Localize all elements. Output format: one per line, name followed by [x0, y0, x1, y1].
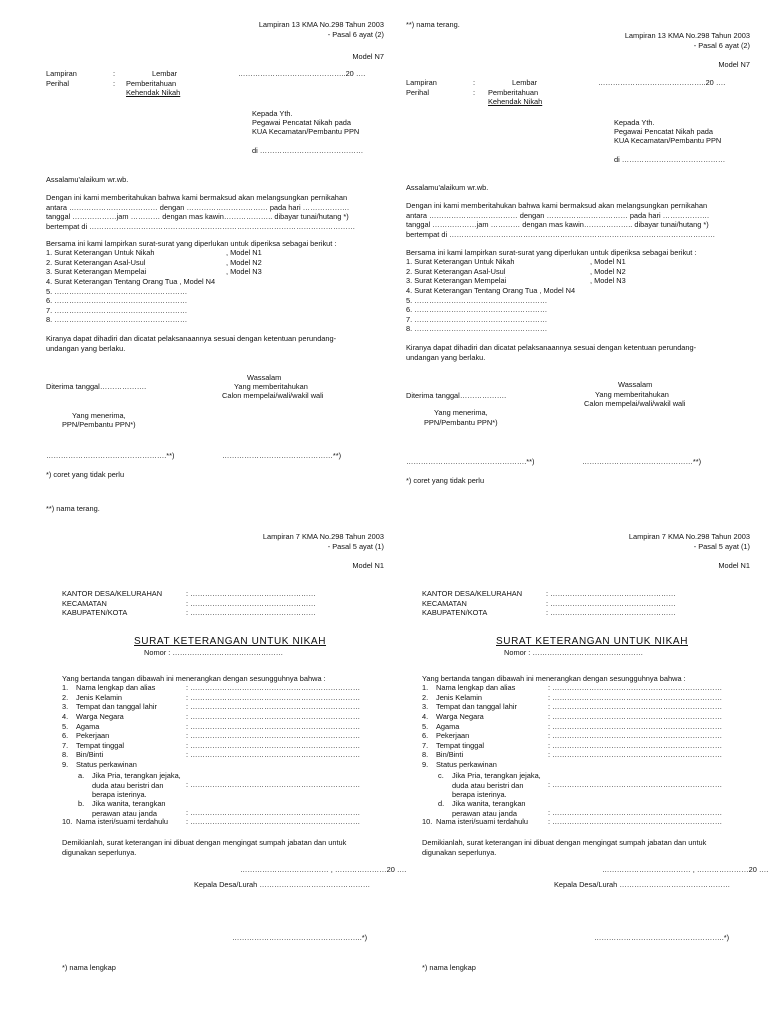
- lampiran-label: Lampiran: [406, 78, 437, 87]
- form-n7-copy-2: [384, 0, 768, 520]
- fill-line: : ……………………………………………………………: [548, 780, 723, 789]
- ppn-label: PPN/Pembantu PPN*): [62, 420, 136, 429]
- signature-line: ……………………………………………..*): [594, 933, 730, 942]
- paragraph-intent: [406, 201, 715, 240]
- list-item: 1. Surat Keterangan Untuk Nikah , Model N1: [46, 248, 262, 257]
- lampiran-ref: Lampiran 7 KMA No.298 Tahun 2003: [262, 532, 384, 541]
- document-title: SURAT KETERANGAN UNTUK NIKAH: [496, 636, 689, 647]
- attachment-list: [406, 257, 706, 334]
- kecamatan-label: KECAMATAN: [62, 598, 107, 608]
- fill-line: : ……………………………………………………………: [548, 808, 723, 817]
- list-item: 5. ………………………………………………: [46, 286, 188, 296]
- kabupaten-label: KABUPATEN/KOTA: [62, 608, 128, 618]
- lampiran-ref: Lampiran 13 KMA No.298 Tahun 2003: [624, 31, 750, 40]
- paragraph-intent: [46, 193, 355, 232]
- colon: :: [113, 69, 116, 78]
- yang-menerima: Yang menerima,: [434, 408, 488, 417]
- fill-line: : ……………………………………………………………: [186, 780, 361, 789]
- kua: KUA Kecamatan/Pembantu PPN: [614, 136, 722, 145]
- lampiran-ref: Lampiran 7 KMA No.298 Tahun 2003: [628, 532, 750, 541]
- para-line: undangan yang berlaku.: [46, 343, 126, 353]
- status-a-text: Jika Pria, terangkan jejaka, duda atau beristri dan berapa isterinya.: [92, 771, 181, 800]
- signature-line-right: ………………………………………**): [582, 457, 702, 466]
- fill-line: : ……………………………………………: [186, 598, 316, 608]
- date-line: ……………………………… , …………………20 ….: [602, 865, 768, 874]
- kantor-desa-label: KANTOR DESA/KELURAHAN: [62, 589, 163, 598]
- field-label: Status perkawinan: [76, 760, 137, 769]
- model-label: Model N1: [718, 561, 750, 570]
- kabupaten-label: KABUPATEN/KOTA: [422, 608, 488, 618]
- pasal-ref: - Pasal 6 ayat (2): [327, 30, 384, 39]
- para-line: Kiranya dapat dihadiri dan dicatat pelaksanaannya sesuai dengan ketentuan perundang-: [46, 334, 337, 343]
- list-item: 5. ………………………………………………: [406, 295, 548, 305]
- demikian-paragraph: Demikianlah, surat keterangan ini dibuat dengan mengingat sumpah jabatan dan untuk digunakan seperlunya.: [422, 838, 707, 857]
- para-line: antara ……………………………… dengan …………………………… pada hari ……………….: [406, 210, 710, 220]
- fill-line: : ……………………………………………………………: [548, 817, 723, 826]
- para-line: tanggal ………………jam ………… dengan mas kawin……………….. dibayar tunai/hutang *): [406, 220, 709, 230]
- field-label: Jenis Kelamin: [76, 692, 123, 702]
- status-b-text: Jika wanita, terangkan perawan atau janda: [452, 799, 526, 818]
- office-fill-lines: : …………………………………………… : …………………………………………… : ……………………………………………: [546, 589, 676, 618]
- nomor-line: Nomor : ………………………………………: [504, 648, 644, 657]
- di-line: di ……………………………………: [614, 155, 726, 164]
- wassalam: Wassalam: [618, 380, 653, 389]
- demikian-paragraph: Demikianlah, surat keterangan ini dibuat dengan mengingat sumpah jabatan dan untuk digunakan seperlunya.: [62, 838, 347, 857]
- footnote-nama-lengkap: *) nama lengkap: [62, 963, 116, 972]
- field-label: Tempat tinggal: [76, 740, 125, 750]
- footnote-coret: *) coret yang tidak perlu: [406, 476, 485, 485]
- date-line: ……………………………………..20 ….: [238, 69, 366, 78]
- list-item: 6. ………………………………………………: [46, 296, 188, 306]
- para-line: Kiranya dapat dihadiri dan dicatat pelaksanaannya sesuai dengan ketentuan perundang-: [406, 343, 697, 352]
- list-item: 7. ………………………………………………: [46, 305, 188, 315]
- date-line: ……………………………………..20 ….: [598, 78, 726, 87]
- signature-line-left: ………………………………………….**): [46, 451, 175, 460]
- fill-line: : ……………………………………………: [186, 589, 316, 598]
- intro-text: Yang bertanda tangan dibawah ini menerangkan dengan sesungguhnya bahwa :: [62, 674, 326, 683]
- list-item: 6. ………………………………………………: [406, 305, 548, 315]
- field-label: Agama: [76, 721, 100, 731]
- field-labels: Nama lengkap dan alias Jenis Kelamin Tempat dan tanggal lahir Warga Negara Agama Pekerjaan Tempat tinggal Bin/Binti Status perkawinan: [436, 683, 517, 769]
- kantor-desa-label: KANTOR DESA/KELURAHAN: [422, 589, 523, 598]
- perihal-label: Perihal: [46, 79, 70, 88]
- field-number: 10.: [62, 817, 73, 826]
- salam: Assalamu'alaikum wr.wb.: [406, 183, 489, 192]
- status-b-letter: d.: [438, 799, 445, 808]
- field-label: Bin/Binti: [76, 750, 104, 760]
- footnote-nama-terang: **) nama terang.: [406, 20, 460, 29]
- di-line: di ……………………………………: [252, 146, 364, 155]
- list-item: 1. Surat Keterangan Untuk Nikah , Model N1: [406, 257, 626, 266]
- footnote-nama-terang: **) nama terang.: [46, 504, 100, 513]
- closing-paragraph: [406, 343, 696, 362]
- perihal-label: Perihal: [406, 88, 430, 97]
- lembar-label: Lembar: [152, 69, 178, 78]
- colon: :: [473, 88, 476, 97]
- footnote-nama-lengkap: *) nama lengkap: [422, 963, 476, 972]
- yang-menerima: Yang menerima,: [72, 411, 126, 420]
- list-item: 2. Surat Keterangan Asal-Usul , Model N2: [406, 266, 626, 276]
- pasal-ref: - Pasal 6 ayat (2): [693, 41, 750, 50]
- status-b-letter: b.: [78, 799, 85, 808]
- wassalam: Wassalam: [247, 373, 282, 382]
- field-label: Nama isteri/suami terdahulu: [76, 817, 169, 826]
- nomor-line: Nomor : ………………………………………: [144, 648, 284, 657]
- list-intro: Bersama ini kami lampirkan surat-surat yang diperlukan untuk diperiksa sebagai berikut :: [406, 248, 697, 257]
- model-label: Model N7: [352, 52, 384, 61]
- perihal-value-underlined: Kehendak Nikah: [126, 88, 181, 97]
- attachment-list: [46, 248, 346, 325]
- form-n7-copy-1: [0, 0, 384, 520]
- diterima-tanggal: Diterima tanggal……………….: [406, 391, 507, 400]
- calon-mempelai: Calon mempelai/wali/wakil wali: [584, 399, 686, 408]
- fill-line: : ……………………………………………………………: [186, 817, 361, 826]
- kepala-desa: Kepala Desa/Lurah ………………………………………: [554, 880, 731, 889]
- para-line: undangan yang berlaku.: [406, 352, 486, 362]
- field-label: Nama isteri/suami terdahulu: [436, 817, 529, 826]
- perihal-value-underlined: Kehendak Nikah: [488, 97, 543, 106]
- list-item: 4. Surat Keterangan Tentang Orang Tua , Model N4: [46, 276, 216, 286]
- status-b-text: Jika wanita, terangkan perawan atau janda: [92, 799, 166, 818]
- list-item: 2. Surat Keterangan Asal-Usul , Model N2: [46, 257, 262, 267]
- diterima-tanggal: Diterima tanggal……………….: [46, 382, 147, 391]
- field-fill-lines: : …………………………………………………………… : …………………………………………………………… : …………………………………………………………… : …………………………………………………………… : …………………………………………………………… : …………………………………………………………… : …………………………………………………………… : ……………………………………………………………: [186, 683, 361, 760]
- pegawai: Pegawai Pencatat Nikah pada: [252, 118, 352, 127]
- field-label: Nama lengkap dan alias: [76, 683, 156, 692]
- para-line: Dengan ini kami memberitahukan bahwa kami bermaksud akan melangsungkan pernikahan: [46, 193, 348, 202]
- field-numbers: 1. 2. 3. 4. 5. 6. 7. 8. 9.: [62, 683, 69, 769]
- status-a-letter: a.: [78, 771, 85, 780]
- status-a-text: Jika Pria, terangkan jejaka, duda atau beristri dan berapa isterinya.: [452, 771, 541, 800]
- list-item: 3. Surat Keterangan Mempelai , Model N3: [46, 267, 262, 277]
- field-label: Pekerjaan: [76, 731, 110, 741]
- kua: KUA Kecamatan/Pembantu PPN: [252, 127, 360, 136]
- kepada: Kepada Yth.: [252, 109, 293, 118]
- yang-memberitahukan: Yang memberitahukan: [234, 382, 308, 391]
- calon-mempelai: Calon mempelai/wali/wakil wali: [222, 391, 324, 400]
- field-fill-lines: : …………………………………………………………… : …………………………………………………………… : …………………………………………………………… : …………………………………………………………… : …………………………………………………………… : …………………………………………………………… : …………………………………………………………… : ……………………………………………………………: [548, 683, 723, 760]
- kepala-desa: Kepala Desa/Lurah ………………………………………: [194, 880, 371, 889]
- pegawai: Pegawai Pencatat Nikah pada: [614, 127, 714, 136]
- list-intro: Bersama ini kami lampirkan surat-surat yang diperlukan untuk diperiksa sebagai berikut :: [46, 239, 337, 248]
- office-labels: [62, 589, 162, 618]
- form-n1-copy-2: [384, 520, 768, 1024]
- lampiran-label: Lampiran: [46, 69, 77, 78]
- colon: :: [473, 78, 476, 87]
- salam: Assalamu'alaikum wr.wb.: [46, 175, 129, 184]
- field-label: Tempat dan tanggal lahir: [76, 702, 157, 712]
- ppn-label: PPN/Pembantu PPN*): [424, 418, 498, 427]
- pasal-ref: - Pasal 5 ayat (1): [693, 542, 750, 551]
- footnote-coret: *) coret yang tidak perlu: [46, 470, 125, 479]
- fill-line: : ……………………………………………: [186, 608, 316, 618]
- kecamatan-label: KECAMATAN: [422, 598, 467, 608]
- model-label: Model N1: [352, 561, 384, 570]
- office-labels: [422, 589, 522, 618]
- date-line: ……………………………… , …………………20 ….: [240, 865, 407, 874]
- para-line: bertempat di ………………………………………………………………………………………………: [46, 221, 356, 231]
- signature-line: ……………………………………………..*): [232, 933, 368, 942]
- fill-line: : ……………………………………………………………: [186, 808, 361, 817]
- para-line: Dengan ini kami memberitahukan bahwa kami bermaksud akan melangsungkan pernikahan: [406, 201, 708, 210]
- field-numbers: 1. 2. 3. 4. 5. 6. 7. 8. 9.: [422, 683, 429, 769]
- para-line: antara ……………………………… dengan …………………………… pada hari ……………….: [46, 202, 350, 212]
- para-line: bertempat di ………………………………………………………………………………………………: [406, 229, 716, 239]
- perihal-value: Pemberitahuan: [126, 79, 177, 88]
- pasal-ref: - Pasal 5 ayat (1): [327, 542, 384, 551]
- signature-line-left: ………………………………………….**): [406, 457, 535, 466]
- list-item: 4. Surat Keterangan Tentang Orang Tua , Model N4: [406, 285, 576, 295]
- form-n1-copy-1: [0, 520, 407, 1024]
- kepada: Kepada Yth.: [614, 118, 655, 127]
- field-label: Warga Negara: [76, 711, 124, 721]
- list-item: 8. ………………………………………………: [406, 324, 548, 334]
- signature-line-right: ………………………………………**): [222, 451, 342, 460]
- para-line: tanggal ………………jam ………… dengan mas kawin……………….. dibayar tunai/hutang *): [46, 212, 349, 222]
- model-label: Model N7: [718, 60, 750, 69]
- field-number: 10.: [422, 817, 433, 826]
- lembar-label: Lembar: [512, 78, 538, 87]
- yang-memberitahukan: Yang memberitahukan: [595, 390, 669, 399]
- status-a-letter: c.: [438, 771, 444, 780]
- colon: :: [113, 79, 116, 88]
- document-title: SURAT KETERANGAN UNTUK NIKAH: [134, 636, 327, 647]
- closing-paragraph: [46, 334, 336, 353]
- office-fill-lines: [186, 589, 316, 618]
- list-item: 3. Surat Keterangan Mempelai , Model N3: [406, 276, 626, 286]
- field-labels: [76, 683, 157, 770]
- intro-text: Yang bertanda tangan dibawah ini menerangkan dengan sesungguhnya bahwa :: [422, 674, 686, 683]
- perihal-value: Pemberitahuan: [488, 88, 539, 97]
- list-item: 8. ………………………………………………: [46, 315, 188, 325]
- lampiran-ref: Lampiran 13 KMA No.298 Tahun 2003: [258, 20, 384, 29]
- list-item: 7. ………………………………………………: [406, 314, 548, 324]
